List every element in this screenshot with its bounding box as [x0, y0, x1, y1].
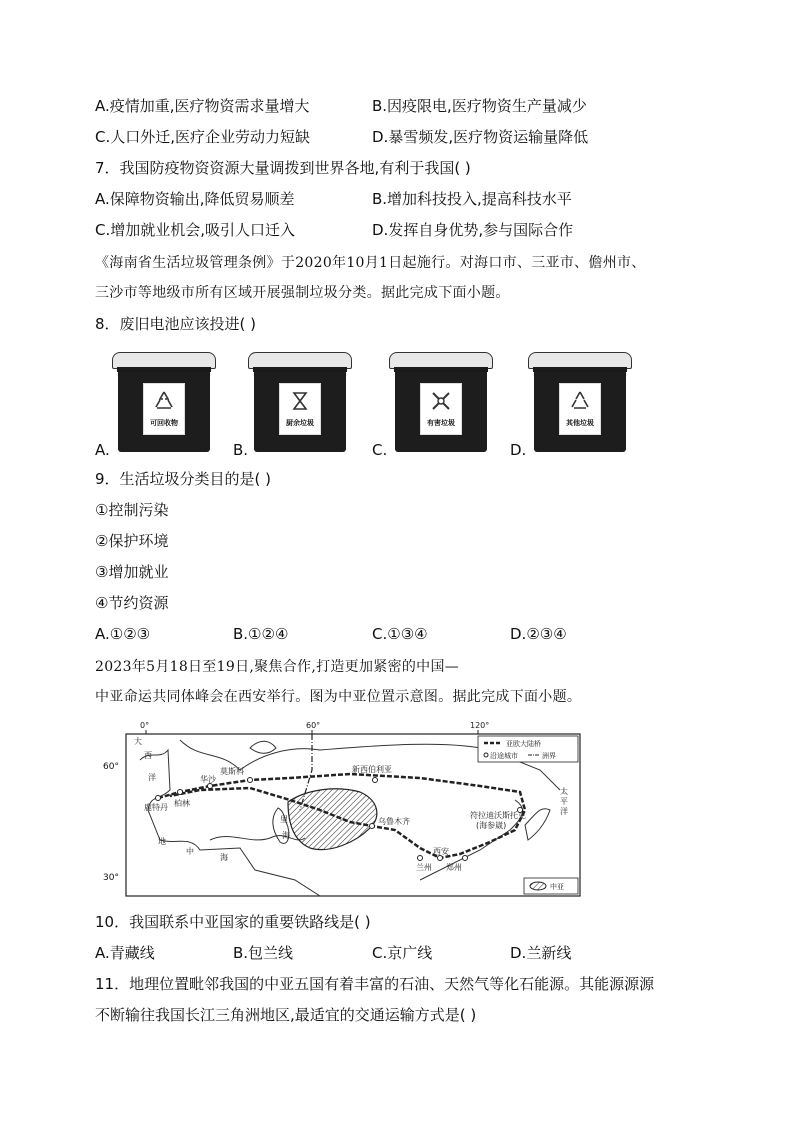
hazard-icon — [429, 389, 453, 413]
q8-option-c: C. — [372, 441, 388, 459]
lat-label-60: 60° — [103, 762, 119, 772]
place-med-2: 中 — [186, 847, 194, 856]
other-waste-icon — [568, 389, 592, 413]
q9-option-c: C.①③④ — [372, 625, 428, 643]
q7-option-b: B.增加科技投入,提高科技水平 — [372, 190, 572, 208]
place-ocean-1: 大 — [134, 737, 142, 746]
place-caspian-1: 里 — [280, 815, 288, 824]
q10-option-b: B.包兰线 — [233, 944, 294, 962]
place-novosibirsk: 新西伯利亚 — [352, 765, 392, 774]
place-ocean-3: 洋 — [148, 773, 156, 782]
place-vladivostok-2: (海参崴) — [476, 821, 507, 830]
place-med-1: 地 — [158, 837, 166, 846]
q6-option-b: B.因疫限电,医疗物资生产量减少 — [372, 97, 587, 115]
hazardous-waste-bin — [389, 352, 493, 452]
lat-label-30: 30° — [103, 873, 119, 883]
q8-option-a: A. — [95, 441, 110, 459]
place-med-3: 海 — [220, 853, 228, 862]
lon-label-0: 0° — [140, 721, 150, 730]
legend-region: 中亚 — [550, 883, 564, 891]
q9-item-1: ①控制污染 — [95, 501, 169, 519]
q10-option-a: A.青藏线 — [95, 944, 155, 962]
q9-item-2: ②保护环境 — [95, 532, 169, 550]
q7-option-c: C.增加就业机会,吸引人口迁入 — [95, 221, 296, 239]
other-waste-bin — [528, 352, 632, 452]
q7-option-d: D.发挥自身优势,参与国际合作 — [372, 221, 574, 239]
legend-boundary: 洲界 — [542, 752, 556, 760]
q11-stem-line2: 不断输往我国长江三角洲地区,最适宜的交通运输方式是( ) — [95, 1006, 477, 1024]
q6-option-d: D.暴雪频发,医疗物资运输量降低 — [372, 128, 589, 146]
lon-label-120: 120° — [470, 721, 490, 730]
q7-stem: 7．我国防疫物资资源大量调拨到世界各地,有利于我国( ) — [95, 159, 471, 177]
intro-passage-1-line1: 《海南省生活垃圾管理条例》于2020年10月1日起施行。对海口市、三亚市、儋州市、 — [95, 255, 646, 271]
place-berlin: 柏林 — [174, 799, 190, 808]
place-vladivostok-1: 符拉迪沃斯托克 — [470, 811, 526, 820]
hazardous-waste-bin-label: 有害垃圾 — [427, 419, 455, 427]
central-asia-location-map — [120, 721, 586, 900]
kitchen-waste-bin — [248, 352, 352, 452]
q9-item-4: ④节约资源 — [95, 594, 169, 612]
kitchen-waste-bin-label: 厨余垃圾 — [286, 419, 314, 427]
lon-label-60: 60° — [306, 721, 321, 730]
other-waste-bin-label: 其他垃圾 — [566, 419, 594, 427]
intro-passage-1-line2: 三沙市等地级市所有区域开展强制垃圾分类。据此完成下面小题。 — [95, 285, 510, 301]
place-pacific-1: 太 — [560, 787, 568, 796]
q9-option-a: A.①②③ — [95, 625, 151, 643]
q11-stem-line1: 11．地理位置毗邻我国的中亚五国有着丰富的石油、天然气等化石能源。其能源源源 — [95, 975, 655, 993]
intro-passage-2-line2: 中亚命运共同体峰会在西安举行。图为中亚位置示意图。据此完成下面小题。 — [95, 689, 582, 705]
q9-stem: 9．生活垃圾分类目的是( ) — [95, 470, 272, 488]
food-waste-icon — [288, 389, 312, 413]
place-zhengzhou: 郑州 — [446, 863, 462, 872]
place-urumqi: 乌鲁木齐 — [378, 817, 410, 826]
q10-option-c: C.京广线 — [372, 944, 433, 962]
legend-city: 沿途城市 — [490, 752, 518, 760]
q7-option-a: A.保障物资输出,降低贸易顺差 — [95, 190, 295, 208]
recycle-icon — [152, 389, 176, 413]
place-lanzhou: 兰州 — [416, 863, 432, 872]
place-pacific-3: 洋 — [560, 807, 568, 816]
q6-option-c: C.人口外迁,医疗企业劳动力短缺 — [95, 128, 311, 146]
place-pacific-2: 平 — [560, 797, 568, 806]
legend-bridge: 亚欧大陆桥 — [506, 740, 541, 748]
q10-stem: 10．我国联系中亚国家的重要铁路线是( ) — [95, 913, 371, 931]
intro-passage-2-line1: 2023年5月18日至19日,聚焦合作,打造更加紧密的中国— — [95, 659, 460, 675]
place-rotterdam: 鹿特丹 — [144, 803, 168, 812]
recyclable-bin-label: 可回收物 — [150, 419, 178, 427]
place-warsaw: 华沙 — [200, 775, 216, 784]
place-ocean-2: 西 — [144, 751, 152, 760]
q9-option-b: B.①②④ — [233, 625, 289, 643]
q6-option-a: A.疫情加重,医疗物资需求量增大 — [95, 97, 310, 115]
q8-option-b: B. — [233, 441, 249, 459]
place-xian: 西安 — [433, 847, 449, 856]
place-moscow: 莫斯科 — [220, 767, 244, 776]
q8-option-d: D. — [510, 441, 527, 459]
q8-stem: 8．废旧电池应该投进( ) — [95, 315, 257, 333]
q9-item-3: ③增加就业 — [95, 563, 169, 581]
q9-option-d: D.②③④ — [510, 625, 567, 643]
place-caspian-2: 海 — [282, 831, 290, 840]
recyclable-bin — [112, 352, 216, 452]
q10-option-d: D.兰新线 — [510, 944, 572, 962]
